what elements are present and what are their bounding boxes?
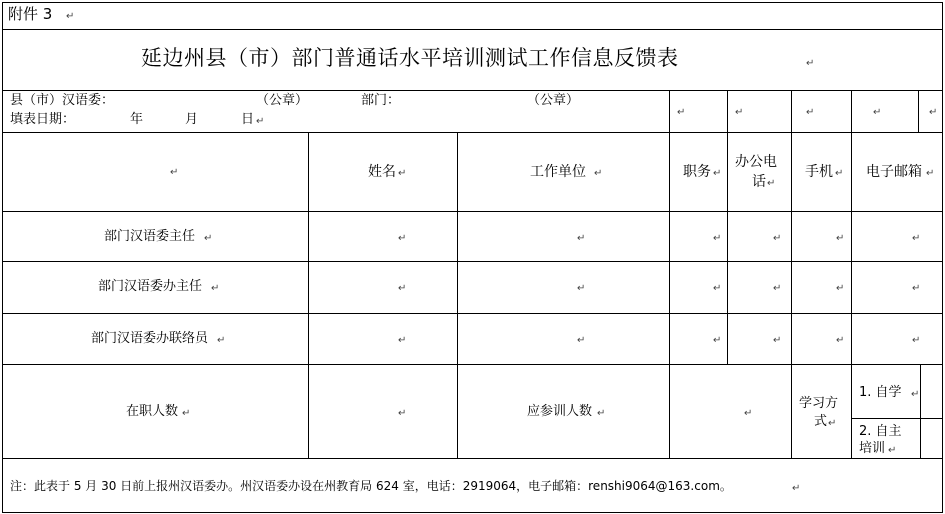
return-mark: ↵ xyxy=(806,107,815,118)
return-mark: ↵ xyxy=(66,11,75,22)
return-mark: ↵ xyxy=(912,233,921,244)
staff-count-label: 在职人数 xyxy=(126,404,179,419)
return-mark: ↵ xyxy=(398,168,407,179)
return-mark: ↵ xyxy=(713,168,722,179)
month-label: 月 xyxy=(185,112,199,127)
study-option-self: 1. 自学 xyxy=(859,385,902,400)
header-name: 姓名 xyxy=(368,164,396,180)
row-label: 部门汉语委主任 xyxy=(104,229,196,244)
return-mark: ↵ xyxy=(577,233,586,244)
study-mode-label-line1: 学习方 xyxy=(799,396,839,411)
header-email: 电子邮箱 xyxy=(866,164,922,180)
county-committee-label: 县（市）汉语委： xyxy=(10,93,115,108)
document-title: 延边州县（市）部门普通话水平培训测试工作信息反馈表 xyxy=(141,46,679,70)
return-mark: ↵ xyxy=(926,168,935,179)
return-mark: ↵ xyxy=(773,283,782,294)
return-mark: ↵ xyxy=(744,408,753,419)
return-mark: ↵ xyxy=(677,107,686,118)
study-option-training-line2: 培训 xyxy=(859,441,886,456)
return-mark: ↵ xyxy=(792,483,801,494)
return-mark: ↵ xyxy=(836,233,845,244)
return-mark: ↵ xyxy=(836,283,845,294)
row-label: 部门汉语委办联络员 xyxy=(91,331,209,346)
return-mark: ↵ xyxy=(806,58,815,69)
return-mark: ↵ xyxy=(713,233,722,244)
return-mark: ↵ xyxy=(577,283,586,294)
return-mark: ↵ xyxy=(170,167,179,178)
return-mark: ↵ xyxy=(773,233,782,244)
trainee-count-label: 应参训人数 xyxy=(527,404,593,419)
attachment-label: 附件 3 xyxy=(8,5,53,23)
return-mark: ↵ xyxy=(398,283,407,294)
return-mark: ↵ xyxy=(767,178,776,189)
seal-label: （公章） xyxy=(527,93,580,108)
return-mark: ↵ xyxy=(398,408,407,419)
return-mark: ↵ xyxy=(256,116,265,127)
return-mark: ↵ xyxy=(773,335,782,346)
return-mark: ↵ xyxy=(911,389,920,400)
return-mark: ↵ xyxy=(713,335,722,346)
header-office-phone-line2: 话 xyxy=(752,174,766,190)
department-label: 部门： xyxy=(361,93,401,108)
study-mode-label-line2: 式 xyxy=(814,414,828,429)
return-mark: ↵ xyxy=(912,335,921,346)
return-mark: ↵ xyxy=(398,233,407,244)
return-mark: ↵ xyxy=(835,168,844,179)
header-mobile: 手机 xyxy=(805,164,833,180)
return-mark: ↵ xyxy=(577,335,586,346)
return-mark: ↵ xyxy=(912,283,921,294)
study-option-training-line1: 2. 自主 xyxy=(859,424,902,439)
header-work-unit: 工作单位 xyxy=(530,164,586,180)
return-mark: ↵ xyxy=(888,445,897,456)
header-office-phone-line1: 办公电 xyxy=(735,154,777,170)
year-label: 年 xyxy=(130,112,144,127)
return-mark: ↵ xyxy=(597,408,606,419)
row-label: 部门汉语委办主任 xyxy=(98,279,203,294)
return-mark: ↵ xyxy=(398,335,407,346)
seal-label: （公章） xyxy=(256,93,309,108)
return-mark: ↵ xyxy=(836,335,845,346)
return-mark: ↵ xyxy=(713,283,722,294)
return-mark: ↵ xyxy=(828,418,837,429)
return-mark: ↵ xyxy=(929,107,938,118)
footnote: 注：此表于 5 月 30 日前上报州汉语委办。州汉语委办设在州教育局 624 室，电话：2919064，电子邮箱：renshi9064@163.com。 xyxy=(10,479,732,493)
header-position: 职务 xyxy=(683,164,711,180)
return-mark: ↵ xyxy=(735,107,744,118)
fill-date-label: 填表日期： xyxy=(10,112,76,127)
return-mark: ↵ xyxy=(873,107,882,118)
day-label: 日 xyxy=(241,112,255,127)
return-mark: ↵ xyxy=(204,233,213,244)
return-mark: ↵ xyxy=(217,335,226,346)
return-mark: ↵ xyxy=(594,168,603,179)
return-mark: ↵ xyxy=(182,408,191,419)
return-mark: ↵ xyxy=(211,283,220,294)
